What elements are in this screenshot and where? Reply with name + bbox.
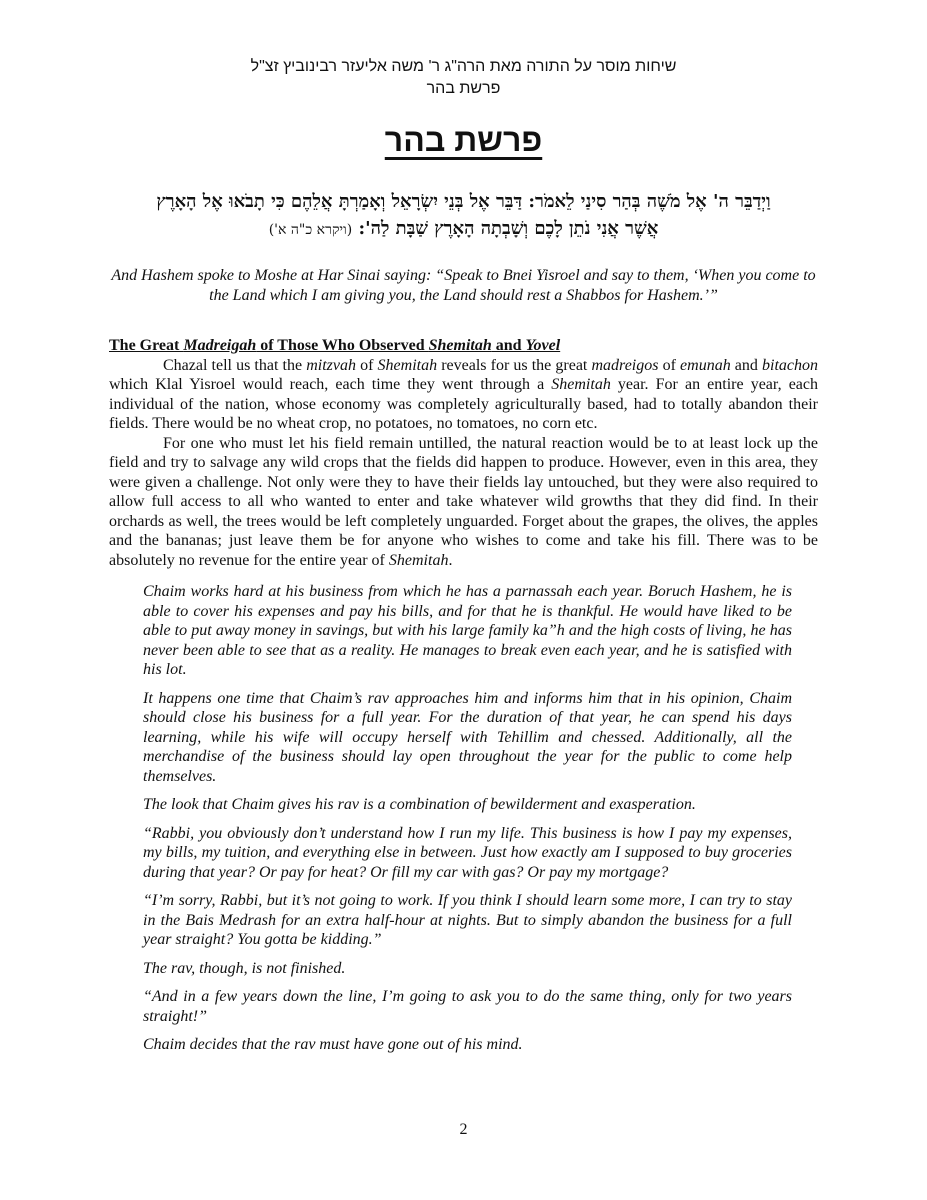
text: Shemitah: [377, 356, 438, 374]
text: reveals for us the great: [437, 356, 592, 374]
heading-part: Madreigah: [183, 337, 257, 354]
text: Shemitah: [388, 551, 449, 569]
story-paragraph: The look that Chaim gives his rav is a combination of bewilderment and exasperation.: [143, 796, 696, 813]
story-paragraph: “Rabbi, you obviously don’t understand how I run my life. This business is how I pay my expenses, my bills, my tuition, and everything else in between. Just how exactly am I supposed to buy groceries during that year? Or pay for heat? Or fill my car with gas? Or pay my mortgage?: [143, 824, 792, 881]
story-block: [143, 582, 792, 1064]
story-paragraph: “I’m sorry, Rabbi, but it’s not going to work. If you think I should learn some more, I can try to stay in the Bais Medrash for an extra half-hour at nights. But to simply abandon the business for a full year straight? You gotta be kidding.”: [143, 892, 792, 948]
story-paragraph: It happens one time that Chaim’s rav approaches him and informs him that in his opinion, Chaim should close his business for a full year. For the duration of that year, he can spend his days learning, while his wife will occupy herself with Tehillim and chessed. Additionally, all the merchandise of the business should lay open throughout the year for the public to come help themselves.: [143, 689, 792, 785]
heading-part: and: [491, 337, 526, 354]
paragraph-2: [109, 434, 818, 571]
page-title: [0, 120, 927, 160]
text: For one who must let his field remain untilled, the natural reaction would be to at least lock up the field and try to salvage any wild crops that the fields did happen to produce. However, even in this area, they were given a challenge. Not only were they to have their fields lay untouched, but they were also required to allow full access to all who wanted to enter and take whatever wild growths that they did find. In their orchards as well, the trees would be left completely unguarded. Forget about the grapes, the olives, the apples and the bananas; just leave them be for anyone who wishes to come and take his fill. There was to be absolutely no revenue for the entire year of: [109, 434, 818, 569]
running-header: שיחות מוסר על התורה מאת הרה"ג ר' משה אליעזר רבינוביץ זצ"ל: [250, 58, 677, 75]
pasuk-line-2-text: אֲשֶׁר אֲנִי נֹתֵן לָכֶם וְשָׁבְתָה הָאָרֶץ שַׁבָּת לַה':: [358, 218, 659, 239]
text: of: [658, 356, 681, 374]
story-paragraph: The rav, though, is not finished.: [143, 959, 346, 977]
paragraph-1: [109, 356, 818, 434]
section-body: [109, 336, 818, 570]
text: Chazal tell us that the: [163, 356, 307, 374]
pasuk: [100, 188, 827, 244]
text: bitachon: [762, 356, 819, 374]
text: .: [448, 551, 453, 569]
heading-part: of Those Who Observed: [256, 337, 429, 354]
page-number: 2: [459, 1121, 468, 1138]
heading-part: Shemitah: [428, 337, 492, 354]
story-paragraph: Chaim works hard at his business from which he has a parnassah each year. Boruch Hashem, he is able to cover his expenses and pay his bills, and for that he is thankful. He would have liked to be able to put away money in savings, but with his large family ka”h and the high costs of living, he has never been able to see that as a reality. He manages to break even each year, and he is satisfied with his lot.: [143, 583, 792, 678]
text: Shemitah: [551, 376, 611, 393]
story-paragraph: Chaim decides that the rav must have gone out of his mind.: [143, 1036, 523, 1053]
heading-part: The Great: [109, 337, 184, 354]
story-paragraph: “And in a few years down the line, I’m going to ask you to do the same thing, only for two years straight!”: [143, 988, 792, 1025]
heading-part: Yovel: [525, 337, 561, 354]
pasuk-reference: (ויקרא כ"ה א'): [268, 222, 353, 238]
text: year. For an entire year, each individual of the nation, whose economy was completely agriculturally based, had to totally abandon their fields. There would be no wheat crop, no potatoes, no tomatoes, no corn etc.: [109, 376, 819, 432]
translation: And Hashem spoke to Moshe at Har Sinai saying: “Speak to Bnei Yisroel and say to them, ‘When you come to the Land which I am giving you, the Land should rest a Shabbos for Hashem.’”: [111, 267, 816, 304]
text: emunah: [680, 356, 731, 374]
text: which Klal Yisroel would reach, each time they went through a: [109, 376, 552, 393]
text: and: [730, 356, 763, 374]
text: madreigos: [591, 356, 659, 374]
running-header-parsha: פרשת בהר: [426, 80, 501, 97]
text: of: [355, 356, 378, 374]
pasuk-line-1: וַיְדַבֵּר ה' אֶל מֹשֶׁה בְּהַר סִינַי לֵאמֹר: דַּבֵּר אֶל בְּנֵי יִשְׂרָאֵל וְאָמַרְתָּ אֲלֵהֶם כִּי תָבֹאוּ אֶל הָאָרֶץ: [156, 191, 771, 212]
section-heading: [109, 336, 818, 356]
page-title-text: פרשת בהר: [384, 122, 543, 158]
text: mitzvah: [306, 356, 356, 374]
pasuk-line-2: [100, 215, 827, 244]
